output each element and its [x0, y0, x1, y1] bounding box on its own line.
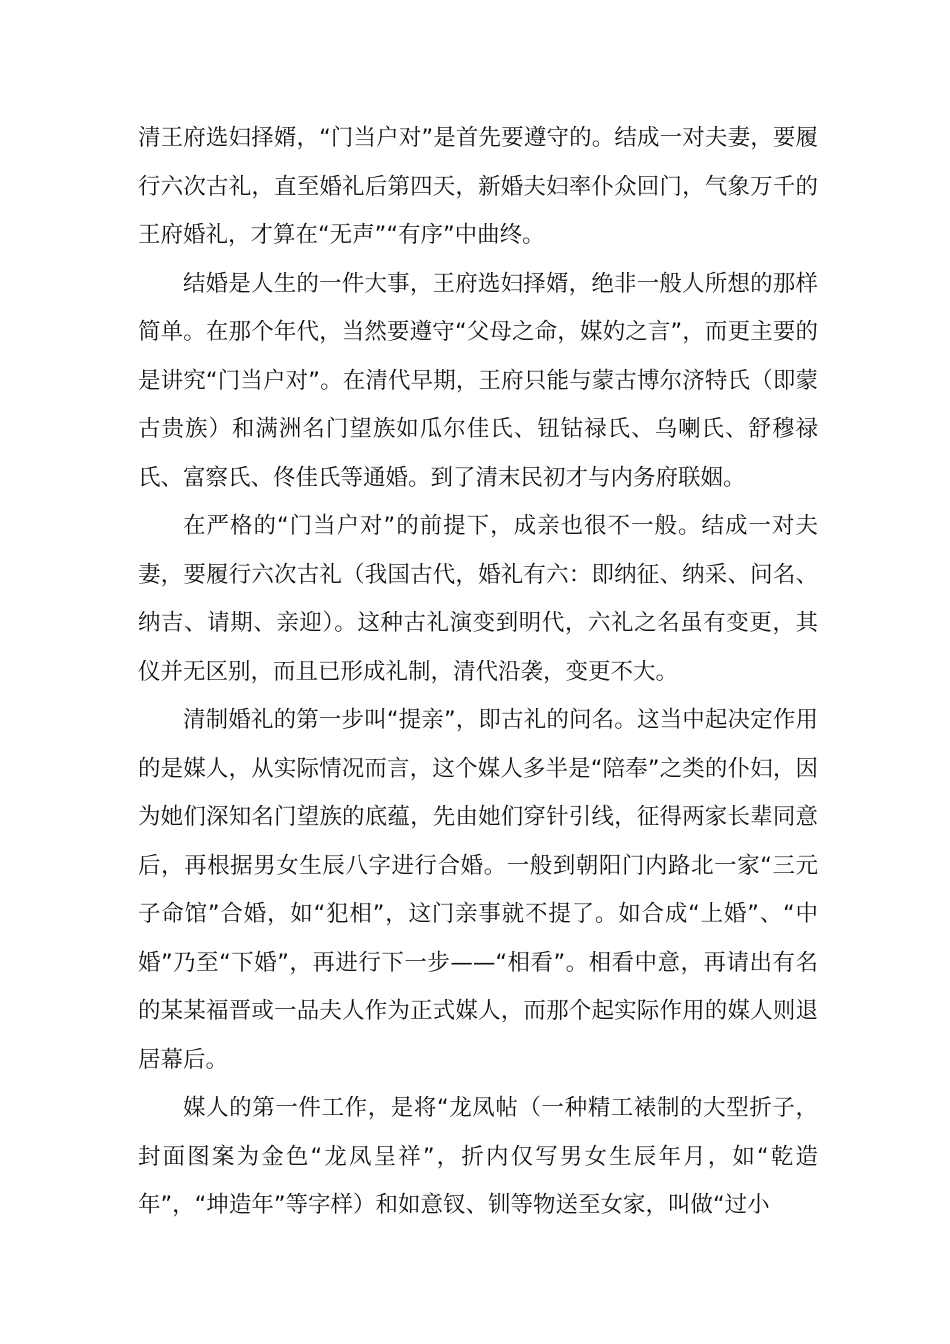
paragraph-1: 清王府选妇择婿，“门当户对”是首先要遵守的。结成一对夫妻，要履行六次古礼，直至婚礼后第四天，新婚夫妇率仆众回门，气象万千的王府婚礼，才算在“无声”“有序”中曲终。 — [138, 125, 818, 248]
paragraph-5: 媒人的第一件工作，是将“龙凤帖（一种精工裱制的大型折子，封面图案为金色“龙凤呈祥”，折内仅写男女生辰年月，如“乾造年”，“坤造年”等字样）和如意钗、钏等物送至女家，叫做“过小 — [138, 1095, 818, 1218]
body-text — [138, 114, 818, 1230]
paragraph-3: 在严格的“门当户对”的前提下，成亲也很不一般。结成一对夫妻，要履行六次古礼（我国古代，婚礼有六：即纳征、纳采、问名、纳吉、请期、亲迎）。这种古礼演变到明代，六礼之名虽有变更，其仪并无区别，而且已形成礼制，清代沿袭，变更不大。 — [138, 513, 818, 685]
paragraph-2: 结婚是人生的一件大事，王府选妇择婿，绝非一般人所想的那样简单。在那个年代，当然要遵守“父母之命，媒妁之言”，而更主要的是讲究“门当户对”。在清代早期，王府只能与蒙古博尔济特氏（即蒙古贵族）和满洲名门望族如瓜尔佳氏、钮钴禄氏、乌喇氏、舒穆禄氏、富察氏、佟佳氏等通婚。到了清末民初才与内务府联姻。 — [138, 270, 818, 491]
paragraph-4: 清制婚礼的第一步叫“提亲”，即古礼的问名。这当中起决定作用的是媒人，从实际情况而言，这个媒人多半是“陪奉”之类的仆妇，因为她们深知名门望族的底蕴，先由她们穿针引线，征得两家长辈同意后，再根据男女生辰八字进行合婚。一般到朝阳门内路北一家“三元子命馆”合婚，如“犯相”，这门亲事就不提了。如合成“上婚”、“中婚”乃至“下婚”，再进行下一步——“相看”。相看中意，再请出有名的某某福晋或一品夫人作为正式媒人，而那个起实际作用的媒人则退居幕后。 — [138, 707, 818, 1073]
